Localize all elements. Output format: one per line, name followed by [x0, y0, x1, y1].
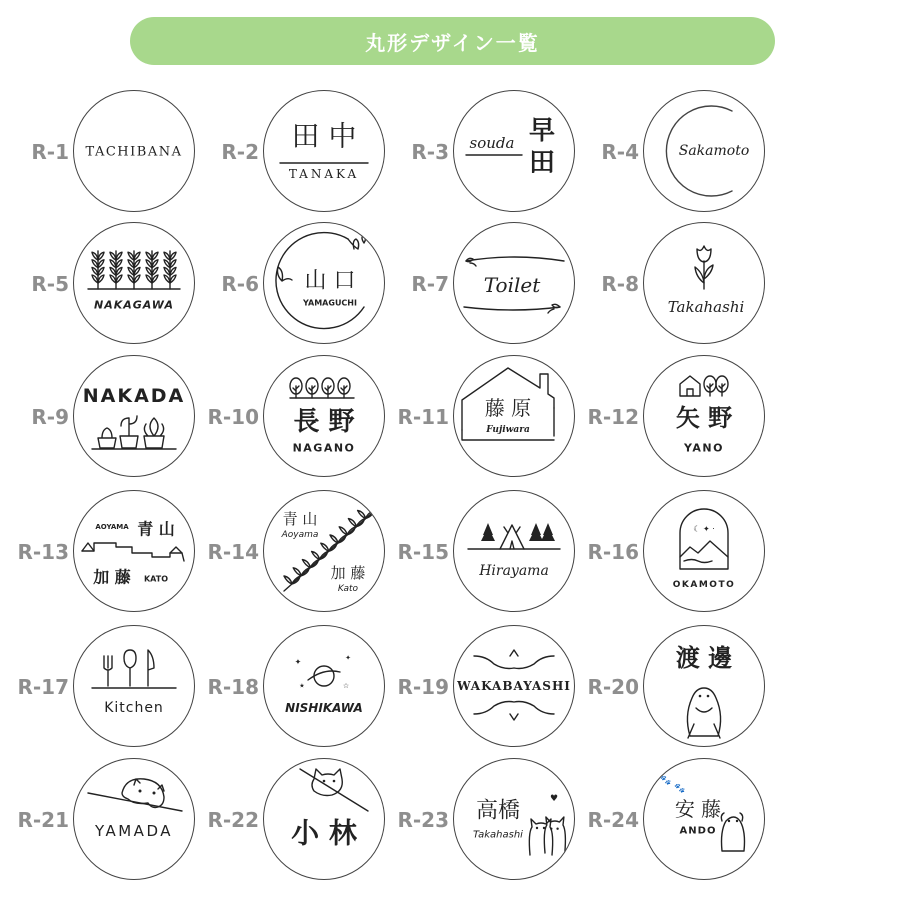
plate-kanji: 渡 邊 — [675, 644, 733, 672]
plate-kanji: 山 口 — [304, 268, 356, 294]
plate-kanji: 青 山 — [137, 519, 175, 539]
plate-name: Aoyama — [281, 530, 319, 540]
nameplate-r-21[interactable] — [73, 758, 195, 880]
plate-kanji: 田 中 — [291, 119, 357, 153]
plate-kanji: 高橋 — [475, 798, 521, 824]
design-code: R-2 — [221, 140, 259, 164]
plate-artwork — [74, 223, 194, 343]
design-code: R-16 — [587, 540, 639, 564]
tent-icon — [500, 525, 524, 549]
plate-kanji: 安 藤 — [674, 797, 722, 821]
plate-name: NAKAGAWA — [94, 298, 174, 312]
cactus-icon — [144, 418, 164, 448]
design-code: R-7 — [411, 272, 449, 296]
design-code: R-23 — [397, 808, 449, 832]
design-code: R-4 — [601, 140, 639, 164]
design-item — [570, 625, 785, 749]
cactus-icon — [120, 416, 138, 448]
flower-icon — [348, 235, 366, 249]
tree-icon — [322, 378, 334, 398]
design-code: R-14 — [207, 540, 259, 564]
pine-icon — [481, 523, 495, 549]
design-item — [570, 490, 785, 614]
plate-name: NISHIKAWA — [285, 701, 363, 715]
design-item — [190, 355, 405, 479]
plate-name: ANDO — [679, 825, 717, 837]
tree-icon — [716, 376, 728, 396]
design-code: R-22 — [207, 808, 259, 832]
nameplate-r-6[interactable] — [263, 222, 385, 344]
plate-kanji-2: 加 藤 — [330, 564, 366, 582]
plate-artwork — [74, 491, 194, 611]
plate-name: Fujiwara — [486, 425, 530, 435]
design-item — [570, 758, 785, 882]
leaf-icon — [321, 543, 337, 551]
shelf-line — [88, 793, 182, 811]
plate-name: TACHIBANA — [85, 144, 183, 160]
plate-name: NAKADA — [82, 385, 186, 407]
design-code: R-1 — [31, 140, 69, 164]
top-rule — [466, 257, 564, 261]
design-item — [570, 222, 785, 346]
plate-name: TANAKA — [288, 167, 360, 181]
leaf-icon — [358, 510, 374, 518]
plate-kanji: 長 野 — [293, 407, 355, 437]
penguin-eye — [707, 695, 710, 698]
nameplate-r-1[interactable] — [73, 90, 195, 212]
design-item — [0, 625, 215, 749]
plate-artwork — [454, 626, 574, 746]
plate-name: NAGANO — [292, 441, 356, 455]
nameplate-r-16[interactable] — [643, 490, 765, 612]
design-item — [380, 90, 595, 214]
tree-icon — [290, 378, 302, 398]
plate-kanji: 矢 野 — [675, 404, 733, 432]
bottom-flourish — [474, 702, 554, 721]
plate-artwork — [644, 91, 764, 211]
town-skyline — [82, 543, 184, 561]
design-item — [190, 758, 405, 882]
nameplate-r-12[interactable] — [643, 355, 765, 477]
plate-name: Takahashi — [473, 829, 523, 841]
design-code: R-12 — [587, 405, 639, 429]
nameplate-r-19[interactable] — [453, 625, 575, 747]
design-code: R-11 — [397, 405, 449, 429]
plate-name: Hirayama — [479, 563, 549, 579]
tree-icon — [306, 378, 318, 398]
design-code: R-6 — [221, 272, 259, 296]
design-code: R-3 — [411, 140, 449, 164]
design-item — [190, 90, 405, 214]
bottom-rule — [464, 307, 560, 310]
design-item — [190, 625, 405, 749]
design-code: R-20 — [587, 675, 639, 699]
plate-artwork — [644, 759, 764, 879]
dog-eye — [139, 790, 142, 793]
plate-artwork — [644, 223, 764, 343]
nameplate-r-20[interactable] — [643, 625, 765, 747]
design-item — [0, 490, 215, 614]
leaf-icon — [293, 568, 309, 576]
puppy-eye — [736, 820, 738, 822]
cat-icon — [312, 769, 342, 796]
design-item — [190, 490, 405, 614]
plate-artwork — [644, 356, 764, 476]
tree-icon — [704, 376, 716, 396]
nameplate-r-17[interactable] — [73, 625, 195, 747]
design-item — [570, 90, 785, 214]
design-item — [0, 758, 215, 882]
tree-icon — [338, 378, 350, 398]
penguin-eye — [699, 695, 702, 698]
plate-name-2: KATO — [143, 574, 169, 584]
plate-artwork — [454, 223, 574, 343]
pine-icon — [529, 523, 543, 549]
plate-kanji-2: 加 藤 — [93, 567, 131, 587]
penguin-icon — [687, 688, 720, 738]
design-code: R-18 — [207, 675, 259, 699]
nameplate-r-14[interactable] — [263, 490, 385, 612]
nameplate-r-7[interactable] — [453, 222, 575, 344]
nameplate-r-22[interactable] — [263, 758, 385, 880]
design-item — [380, 625, 595, 749]
plate-name: OKAMOTO — [672, 580, 736, 590]
plate-artwork — [264, 91, 384, 211]
plate-kanji: 藤 原 — [484, 396, 532, 420]
plate-artwork — [454, 759, 574, 879]
design-code: R-19 — [397, 675, 449, 699]
moon-icon: ☾ ✦ · — [693, 524, 715, 534]
plant-icon — [110, 251, 122, 289]
design-code: R-10 — [207, 405, 259, 429]
design-code: R-8 — [601, 272, 639, 296]
plate-kanji: 小 林 — [291, 816, 357, 850]
plate-artwork — [264, 356, 384, 476]
leaf-icon — [278, 267, 293, 281]
nameplate-r-4[interactable] — [643, 90, 765, 212]
plate-artwork — [644, 626, 764, 746]
plate-name: Toilet — [483, 273, 541, 297]
plate-name: Sakamoto — [678, 143, 750, 159]
page-title: 丸形デザイン一覧 — [365, 30, 540, 55]
plate-artwork — [264, 759, 384, 879]
nameplate-r-11[interactable] — [453, 355, 575, 477]
design-code: R-13 — [17, 540, 69, 564]
top-flourish — [474, 650, 554, 669]
nameplate-r-8[interactable] — [643, 222, 765, 344]
nameplate-r-3[interactable] — [453, 90, 575, 212]
knife-icon — [148, 650, 154, 686]
star-icon: ★ — [299, 682, 305, 690]
mountain-icon — [680, 541, 728, 557]
nameplate-r-5[interactable] — [73, 222, 195, 344]
heart-icon: ♥ — [549, 794, 559, 804]
leaf-icon — [302, 560, 318, 568]
plate-name: AOYAMA — [95, 523, 129, 531]
design-code: R-5 — [31, 272, 69, 296]
pine-icon — [541, 523, 555, 549]
leaf-icon — [348, 519, 364, 527]
puppy-eye — [728, 820, 730, 822]
plate-name: souda — [469, 134, 515, 152]
leaf-icon — [312, 551, 328, 559]
design-item — [380, 758, 595, 882]
plate-kanji: 田 — [528, 148, 556, 178]
plate-name: Kitchen — [104, 700, 164, 716]
design-item — [0, 355, 215, 479]
nameplate-r-9[interactable] — [73, 355, 195, 477]
spoon-icon — [124, 650, 136, 686]
fork-icon — [104, 656, 112, 686]
plate-kanji: 早 — [528, 116, 556, 146]
leaf-icon — [330, 535, 346, 543]
design-item — [0, 222, 215, 346]
nameplate-r-24[interactable] — [643, 758, 765, 880]
plate-name: YAMAGUCHI — [303, 298, 357, 308]
dog-eye — [153, 792, 156, 795]
nameplate-r-10[interactable] — [263, 355, 385, 477]
nameplate-r-23[interactable] — [453, 758, 575, 880]
plate-name: YANO — [684, 441, 724, 455]
dog-icon — [122, 779, 164, 808]
design-code: R-21 — [17, 808, 69, 832]
plate-artwork — [454, 91, 574, 211]
star-icon: ✦ — [345, 654, 351, 662]
design-code: R-15 — [397, 540, 449, 564]
design-code: R-17 — [17, 675, 69, 699]
design-item — [380, 490, 595, 614]
plate-artwork — [454, 491, 574, 611]
paw-icon: 🐾 — [674, 784, 686, 794]
plant-icon — [92, 251, 104, 289]
design-item — [380, 222, 595, 346]
design-code: R-24 — [587, 808, 639, 832]
design-item — [190, 222, 405, 346]
house-icon — [680, 376, 700, 396]
plant-pot-icon — [98, 428, 116, 448]
wave-line — [684, 560, 712, 563]
leaf-icon — [339, 527, 355, 535]
nameplate-r-13[interactable] — [73, 490, 195, 612]
design-item — [570, 355, 785, 479]
plate-name: YAMADA — [94, 822, 174, 840]
planet-ring — [308, 671, 340, 680]
plate-artwork — [264, 491, 384, 611]
plant-icon — [164, 251, 176, 289]
paw-icon: 🐾 — [660, 776, 672, 786]
cat-eye — [333, 780, 336, 783]
plate-name: Takahashi — [667, 298, 745, 316]
plate-name-2: Kato — [337, 584, 359, 594]
plate-artwork — [74, 626, 194, 746]
design-item — [380, 355, 595, 479]
star-icon: ✦ — [294, 657, 302, 667]
plate-name: WAKABAYASHI — [457, 679, 571, 693]
cat-eye — [323, 780, 326, 783]
plate-kanji: 青 山 — [282, 510, 318, 528]
plate-artwork — [644, 491, 764, 611]
nameplate-r-2[interactable] — [263, 90, 385, 212]
plant-icon — [146, 251, 158, 289]
tulip-icon — [695, 246, 713, 289]
star-icon: ☆ — [342, 682, 350, 690]
plate-artwork — [74, 356, 194, 476]
leaf-icon — [284, 576, 300, 584]
cat-icon — [529, 819, 552, 855]
nameplate-r-18[interactable] — [263, 625, 385, 747]
plate-artwork — [264, 626, 384, 746]
plate-artwork — [74, 91, 194, 211]
plant-icon — [128, 251, 140, 289]
plate-artwork — [74, 759, 194, 879]
plate-artwork — [454, 356, 574, 476]
planet-icon — [314, 666, 334, 686]
nameplate-r-15[interactable] — [453, 490, 575, 612]
plate-artwork — [264, 223, 384, 343]
design-code: R-9 — [31, 405, 69, 429]
puppy-icon — [721, 813, 744, 851]
design-item — [0, 90, 215, 214]
